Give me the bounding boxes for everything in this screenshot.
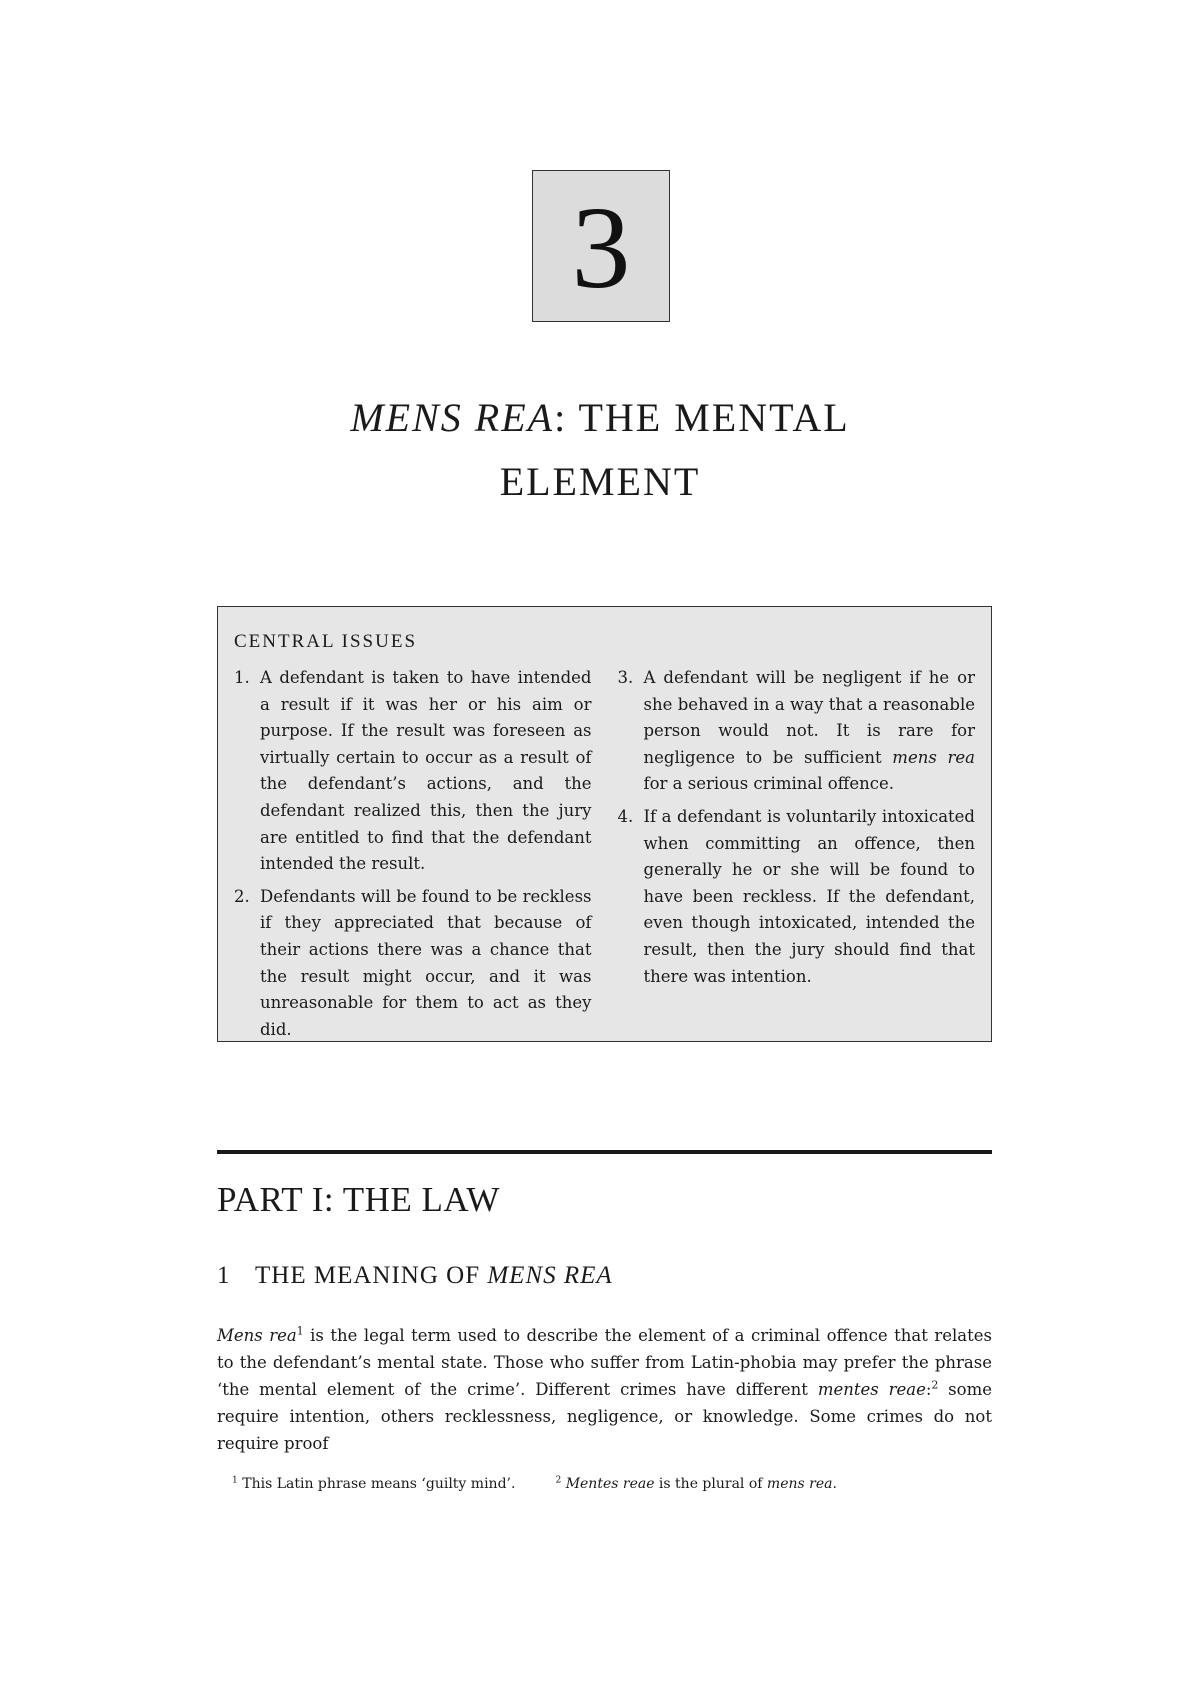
section-divider (217, 1150, 992, 1154)
footnote-text: This Latin phrase means ‘guilty mind’. (242, 1476, 516, 1492)
central-issue-item (618, 804, 976, 990)
footnote-text: is the plural of (654, 1476, 767, 1492)
chapter-title-italic: MENS REA (350, 395, 555, 440)
chapter-title (200, 386, 1000, 514)
footnote-ref-2[interactable]: 2 (931, 1378, 939, 1392)
footnotes (232, 1476, 992, 1492)
body-text-part: is the legal term used to describe the element of a criminal offence that relates to the defendant’s mental state. Those who suffer from Latin-phobia may prefer the phrase ‘the mental element of the crime’. Different crimes have different (217, 1326, 992, 1399)
issue-number: 2. (234, 886, 250, 906)
central-issue-item (234, 884, 592, 1044)
section-title-italic: MENS REA (487, 1262, 613, 1289)
chapter-number: 3 (571, 182, 631, 313)
footnote-ref-1[interactable]: 1 (296, 1324, 304, 1338)
issue-text (644, 665, 976, 798)
footnote-2 (555, 1476, 836, 1492)
footnote-number: 2 (555, 1475, 562, 1486)
section-heading (217, 1262, 613, 1290)
issue-text: If a defendant is voluntarily intoxicated when committing an offence, then generally he or she will be found to have been reckless. If the defendant, even though intoxicated, intended the result, then the jury should find that there was intention. (643, 806, 975, 986)
footnote-italic: Mentes reae (565, 1476, 655, 1492)
issue-number: 3. (617, 668, 634, 687)
chapter-title-line-1 (200, 386, 1000, 450)
issue-text: A defendant is taken to have intended a result if it was her or his aim or purpose. If the result was foreseen as virtually certain to occur as a result of the defendant’s actions, and the defendant realized this, then the jury are entitled to find that the defendant intended the result. (260, 668, 592, 874)
central-issue-item (618, 665, 976, 798)
footnote-text: . (832, 1476, 837, 1492)
central-issues-column-right (618, 665, 976, 1049)
central-issues-columns (234, 665, 975, 1049)
chapter-number-box (532, 170, 670, 322)
body-text-part: some require intention, others recklessness, negligence, or knowledge. Some crimes do not require proof (217, 1380, 992, 1453)
issue-text-italic: mens rea (892, 747, 975, 767)
footnote-1 (232, 1476, 515, 1492)
footnote-italic: mens rea (766, 1476, 833, 1492)
central-issue-item (234, 665, 592, 878)
body-plural-italic: mentes reae (817, 1380, 926, 1399)
issue-text: Defendants will be found to be reckless if they appreciated that because of their actions there was a chance that the result might occur, and it was unreasonable for them to act as they did. (260, 886, 592, 1039)
central-issues-box (217, 606, 992, 1042)
chapter-title-rest: : THE MENTAL (554, 395, 850, 440)
issue-number: 4. (617, 806, 634, 826)
footnote-number: 1 (232, 1475, 238, 1486)
issue-number: 1. (234, 668, 250, 687)
chapter-title-line-2: ELEMENT (499, 459, 701, 504)
central-issues-heading: CENTRAL ISSUES (234, 631, 418, 652)
issue-text-part: A defendant will be negligent if he or she behaved in a way that a reasonable person would not. It is rare for negligence to be sufficient (643, 668, 975, 767)
body-text-part: : (925, 1380, 932, 1399)
central-issues-column-left (234, 665, 592, 1049)
section-number: 1 (217, 1262, 231, 1289)
part-heading: PART I: THE LAW (217, 1180, 500, 1219)
section-title: THE MEANING OF (255, 1262, 488, 1289)
issue-text-part: for a serious criminal offence. (643, 774, 895, 794)
body-term-italic: Mens rea (217, 1326, 297, 1345)
body-paragraph (217, 1322, 992, 1457)
